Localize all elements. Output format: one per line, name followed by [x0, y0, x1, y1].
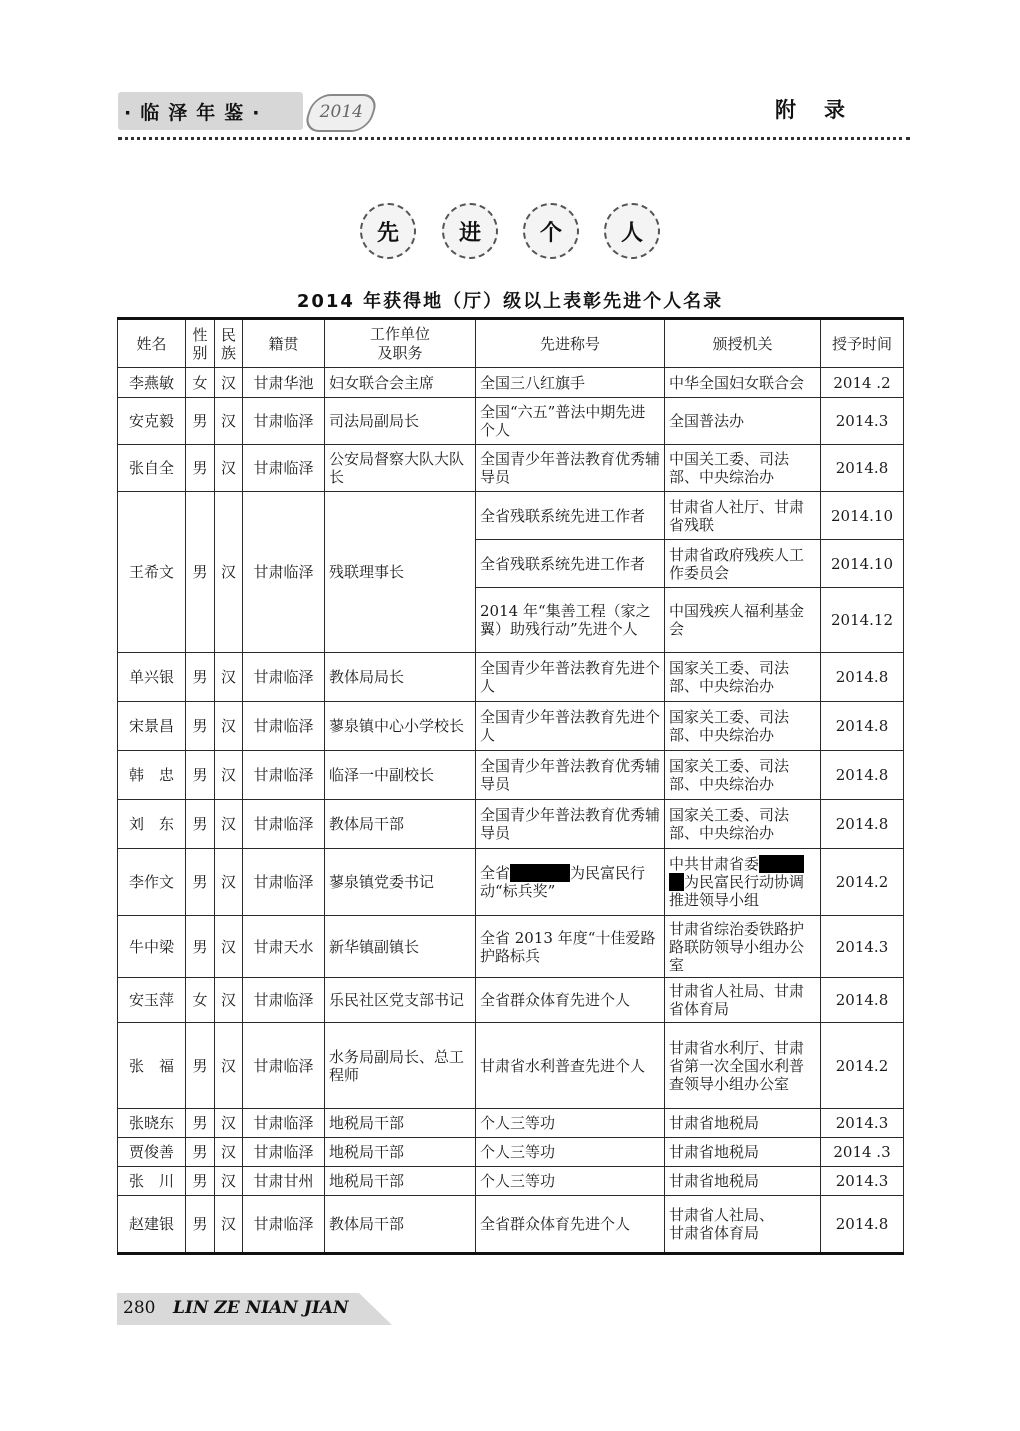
- col-header-name: 姓名: [118, 319, 186, 368]
- cell-title: 全省 2013 年度“十佳爱路护路标兵: [476, 916, 665, 978]
- table-row: [118, 1023, 904, 1109]
- cell-title: 全省残联系统先进工作者: [476, 540, 665, 588]
- cell-sex: 男: [186, 1138, 215, 1167]
- cell-nationality: 汉: [215, 445, 243, 492]
- cell-unit: 教体局局长: [325, 653, 476, 702]
- cell-title: 全省残联系统先进工作者: [476, 492, 665, 540]
- cell-date: 2014.10: [821, 540, 904, 588]
- table-header-row: [118, 319, 904, 368]
- redaction-block: 联村联户: [510, 864, 571, 882]
- cell-unit: 妇女联合会主席: [325, 368, 476, 398]
- table-row: [118, 751, 904, 800]
- yearbook-title: ·临泽年鉴·: [124, 102, 269, 124]
- cell-nationality: 汉: [215, 368, 243, 398]
- cell-title: 全国三八红旗手: [476, 368, 665, 398]
- table-row: [118, 653, 904, 702]
- col-header-org: 颁授机关: [665, 319, 821, 368]
- heading-seal-2: 进: [442, 203, 498, 259]
- cell-sex: 男: [186, 1196, 215, 1254]
- cell-title: 全省群众体育先进个人: [476, 978, 665, 1023]
- cell-org: 甘肃省人社局、 甘肃省体育局: [665, 1196, 821, 1254]
- cell-title: 全国青少年普法教育先进个人: [476, 653, 665, 702]
- cell-sex: 男: [186, 702, 215, 751]
- cell-title: 个人三等功: [476, 1109, 665, 1138]
- cell-title: 全国“六五”普法中期先进个人: [476, 398, 665, 445]
- cell-name: 李作文: [118, 849, 186, 916]
- cell-name: 张 川: [118, 1167, 186, 1196]
- heading-seal-3: 个: [523, 203, 579, 259]
- cell-sex: 男: [186, 398, 215, 445]
- table-row: [118, 368, 904, 398]
- col-header-unit: 工作单位 及职务: [325, 319, 476, 368]
- cell-org: 中国残疾人福利基金会: [665, 588, 821, 653]
- table-row: [118, 1167, 904, 1196]
- cell-title: 全国青少年普法教育先进个人: [476, 702, 665, 751]
- cell-origin: 甘肃临泽: [243, 1023, 325, 1109]
- cell-title: 个人三等功: [476, 1138, 665, 1167]
- cell-nationality: 汉: [215, 800, 243, 849]
- cell-origin: 甘肃临泽: [243, 849, 325, 916]
- cell-org: 甘肃省人社局、甘肃省体育局: [665, 978, 821, 1023]
- cell-sex: 女: [186, 368, 215, 398]
- cell-name: 贾俊善: [118, 1138, 186, 1167]
- cell-origin: 甘肃临泽: [243, 1196, 325, 1254]
- cell-unit: 教体局干部: [325, 1196, 476, 1254]
- cell-nationality: 汉: [215, 653, 243, 702]
- cell-name: 安玉萍: [118, 978, 186, 1023]
- col-header-origin: 籍贯: [243, 319, 325, 368]
- cell-name: 张 福: [118, 1023, 186, 1109]
- cell-sex: 男: [186, 916, 215, 978]
- title-prefix: 全省: [480, 864, 511, 882]
- cell-unit: 临泽一中副校长: [325, 751, 476, 800]
- cell-org: 甘肃省地税局: [665, 1138, 821, 1167]
- cell-title: 全国青少年普法教育优秀辅导员: [476, 800, 665, 849]
- cell-date: 2014.3: [821, 1167, 904, 1196]
- cell-sex: 男: [186, 653, 215, 702]
- cell-sex: 女: [186, 978, 215, 1023]
- cell-title: [476, 849, 665, 916]
- cell-title: 全省群众体育先进个人: [476, 1196, 665, 1254]
- book-name: LIN ZE NIAN JIAN: [173, 1298, 349, 1318]
- cell-sex: 男: [186, 751, 215, 800]
- cell-title: 全国青少年普法教育优秀辅导员: [476, 445, 665, 492]
- cell-name: 王希文: [118, 492, 186, 653]
- col-header-sex: 性 别: [186, 319, 215, 368]
- heading-seal-1: 先: [360, 203, 416, 259]
- cell-date: 2014.2: [821, 1023, 904, 1109]
- cell-name: 宋景昌: [118, 702, 186, 751]
- cell-nationality: 汉: [215, 398, 243, 445]
- cell-nationality: 汉: [215, 849, 243, 916]
- cell-sex: 男: [186, 492, 215, 653]
- cell-sex: 男: [186, 445, 215, 492]
- cell-unit: 地税局干部: [325, 1109, 476, 1138]
- org-suffix: 为民富民行动协调推进领导小组: [669, 873, 805, 909]
- cell-date: 2014.10: [821, 492, 904, 540]
- cell-name: 安克毅: [118, 398, 186, 445]
- cell-unit: 公安局督察大队大队长: [325, 445, 476, 492]
- cell-nationality: 汉: [215, 1109, 243, 1138]
- cell-origin: 甘肃临泽: [243, 1109, 325, 1138]
- cell-org: 中华全国妇女联合会: [665, 368, 821, 398]
- cell-unit: 教体局干部: [325, 800, 476, 849]
- org-prefix: 中共甘肃省委: [669, 855, 760, 873]
- table-row: [118, 1109, 904, 1138]
- cell-org: 国家关工委、司法部、中央综治办: [665, 653, 821, 702]
- cell-origin: 甘肃华池: [243, 368, 325, 398]
- cell-origin: 甘肃临泽: [243, 978, 325, 1023]
- cell-origin: 甘肃天水: [243, 916, 325, 978]
- cell-name: 单兴银: [118, 653, 186, 702]
- col-header-nationality: 民 族: [215, 319, 243, 368]
- table-title: 2014 年获得地（厅）级以上表彰先进个人名录: [296, 291, 724, 312]
- cell-date: 2014.3: [821, 916, 904, 978]
- cell-sex: 男: [186, 1167, 215, 1196]
- table-row: [118, 916, 904, 978]
- cell-sex: 男: [186, 1109, 215, 1138]
- cell-sex: 男: [186, 800, 215, 849]
- cell-org: 中国关工委、司法部、中央综治办: [665, 445, 821, 492]
- cell-unit: 新华镇副镇长: [325, 916, 476, 978]
- cell-org: [665, 849, 821, 916]
- cell-unit: 地税局干部: [325, 1167, 476, 1196]
- cell-sex: 男: [186, 849, 215, 916]
- cell-nationality: 汉: [215, 702, 243, 751]
- cell-name: 韩 忠: [118, 751, 186, 800]
- year-badge: [302, 94, 380, 132]
- table-row: [118, 702, 904, 751]
- cell-org: 国家关工委、司法部、中央综治办: [665, 751, 821, 800]
- cell-date: 2014.8: [821, 751, 904, 800]
- cell-unit: 蓼泉镇党委书记: [325, 849, 476, 916]
- cell-origin: 甘肃临泽: [243, 653, 325, 702]
- cell-date: 2014.8: [821, 445, 904, 492]
- cell-nationality: 汉: [215, 1167, 243, 1196]
- table-row: [118, 492, 904, 540]
- redaction-block: 联村联户: [669, 855, 805, 891]
- cell-name: 张晓东: [118, 1109, 186, 1138]
- cell-unit: 司法局副局长: [325, 398, 476, 445]
- cell-org: 甘肃省地税局: [665, 1167, 821, 1196]
- col-header-date: 授予时间: [821, 319, 904, 368]
- cell-date: 2014.3: [821, 1109, 904, 1138]
- cell-org: 甘肃省地税局: [665, 1109, 821, 1138]
- table-row: [118, 1138, 904, 1167]
- cell-nationality: 汉: [215, 751, 243, 800]
- cell-nationality: 汉: [215, 978, 243, 1023]
- cell-date: 2014.8: [821, 702, 904, 751]
- cell-name: 李燕敏: [118, 368, 186, 398]
- cell-origin: 甘肃临泽: [243, 751, 325, 800]
- table-row: [118, 1196, 904, 1254]
- cell-title: 2014 年“集善工程（家之翼）助残行动”先进个人: [476, 588, 665, 653]
- cell-origin: 甘肃临泽: [243, 702, 325, 751]
- cell-origin: 甘肃临泽: [243, 492, 325, 653]
- cell-date: 2014.8: [821, 653, 904, 702]
- cell-date: 2014.8: [821, 1196, 904, 1254]
- table-row: [118, 445, 904, 492]
- cell-org: 甘肃省政府残疾人工作委员会: [665, 540, 821, 588]
- cell-unit: 蓼泉镇中心小学校长: [325, 702, 476, 751]
- cell-org: 甘肃省综治委铁路护路联防领导小组办公室: [665, 916, 821, 978]
- cell-nationality: 汉: [215, 1138, 243, 1167]
- cell-origin: 甘肃临泽: [243, 800, 325, 849]
- cell-title: 全国青少年普法教育优秀辅导员: [476, 751, 665, 800]
- table-row: [118, 398, 904, 445]
- cell-org: 国家关工委、司法部、中央综治办: [665, 800, 821, 849]
- cell-name: 刘 东: [118, 800, 186, 849]
- cell-org: 国家关工委、司法部、中央综治办: [665, 702, 821, 751]
- cell-date: 2014 .2: [821, 368, 904, 398]
- cell-org: 全国普法办: [665, 398, 821, 445]
- cell-nationality: 汉: [215, 492, 243, 653]
- cell-origin: 甘肃甘州: [243, 1167, 325, 1196]
- cell-date: 2014.12: [821, 588, 904, 653]
- year-badge-text: 2014: [319, 102, 363, 122]
- cell-org: 甘肃省水利厅、甘肃省第一次全国水利普查领导小组办公室: [665, 1023, 821, 1109]
- cell-name: 赵建银: [118, 1196, 186, 1254]
- col-header-title: 先进称号: [476, 319, 665, 368]
- cell-unit: 残联理事长: [325, 492, 476, 653]
- cell-name: 牛中梁: [118, 916, 186, 978]
- title-suffix: 为民富民行动“标兵奖”: [480, 864, 646, 900]
- cell-title: 甘肃省水利普查先进个人: [476, 1023, 665, 1109]
- honors-table: [117, 317, 904, 1255]
- cell-origin: 甘肃临泽: [243, 398, 325, 445]
- cell-title: 个人三等功: [476, 1167, 665, 1196]
- page-number: 280: [123, 1298, 156, 1318]
- table-row: [118, 800, 904, 849]
- cell-nationality: 汉: [215, 1196, 243, 1254]
- cell-date: 2014.8: [821, 800, 904, 849]
- cell-sex: 男: [186, 1023, 215, 1109]
- cell-origin: 甘肃临泽: [243, 445, 325, 492]
- cell-date: 2014 .3: [821, 1138, 904, 1167]
- table-row: [118, 978, 904, 1023]
- cell-origin: 甘肃临泽: [243, 1138, 325, 1167]
- heading-seal-4: 人: [604, 203, 660, 259]
- cell-unit: 地税局干部: [325, 1138, 476, 1167]
- cell-name: 张自全: [118, 445, 186, 492]
- cell-nationality: 汉: [215, 1023, 243, 1109]
- cell-date: 2014.8: [821, 978, 904, 1023]
- section-label: 附录: [775, 98, 873, 122]
- header-divider: [118, 137, 910, 140]
- cell-unit: 水务局副局长、总工程师: [325, 1023, 476, 1109]
- cell-date: 2014.2: [821, 849, 904, 916]
- cell-nationality: 汉: [215, 916, 243, 978]
- cell-unit: 乐民社区党支部书记: [325, 978, 476, 1023]
- table-row: [118, 849, 904, 916]
- cell-date: 2014.3: [821, 398, 904, 445]
- cell-org: 甘肃省人社厅、甘肃省残联: [665, 492, 821, 540]
